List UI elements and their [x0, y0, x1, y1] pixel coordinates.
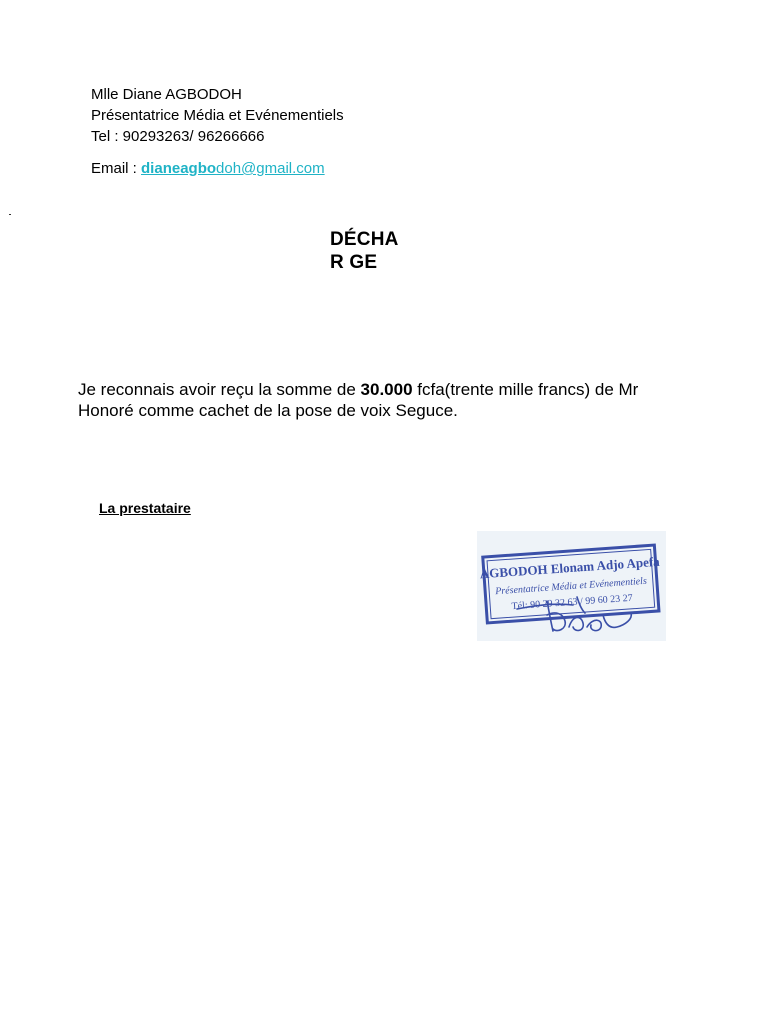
stray-mark [9, 214, 11, 215]
email-label: Email : [91, 160, 142, 177]
paragraph-line-1 [78, 379, 698, 400]
stamp-line-1: AGBODOH Elonam Adjo Apefa [479, 553, 661, 582]
email-link-rest: doh@gmail.com [216, 160, 325, 177]
sender-role: Présentatrice Média et Evénementiels [91, 107, 344, 124]
paragraph-text-post: fcfa(trente mille francs) de Mr [412, 380, 639, 399]
title-line-1: DÉCHA [330, 229, 399, 250]
sender-phone: Tel : 90293263/ 96266666 [91, 128, 265, 145]
document-title [330, 228, 399, 274]
amount-value: 30.000 [360, 380, 413, 399]
paragraph-text-pre: Je reconnais avoir reçu la somme de [78, 380, 361, 399]
sender-block [91, 84, 344, 147]
stamp-image [477, 531, 666, 641]
stamp-line-3: Tél: 90 29 32 63 / 99 60 23 27 [511, 592, 634, 613]
stamp-line-2: Présentatrice Média et Evénementiels [494, 575, 648, 598]
email-link[interactable] [141, 160, 325, 177]
paragraph-line-2: Honoré comme cachet de la pose de voix Seguce. [78, 401, 458, 420]
sender-email-line [91, 158, 325, 179]
title-line-2: R GE [330, 252, 378, 273]
sender-name: Mlle Diane AGBODOH [91, 86, 242, 103]
email-link-bold: dianeagbo [141, 160, 217, 177]
acknowledgement-paragraph [78, 379, 698, 421]
signatory-label: La prestataire [99, 500, 191, 516]
